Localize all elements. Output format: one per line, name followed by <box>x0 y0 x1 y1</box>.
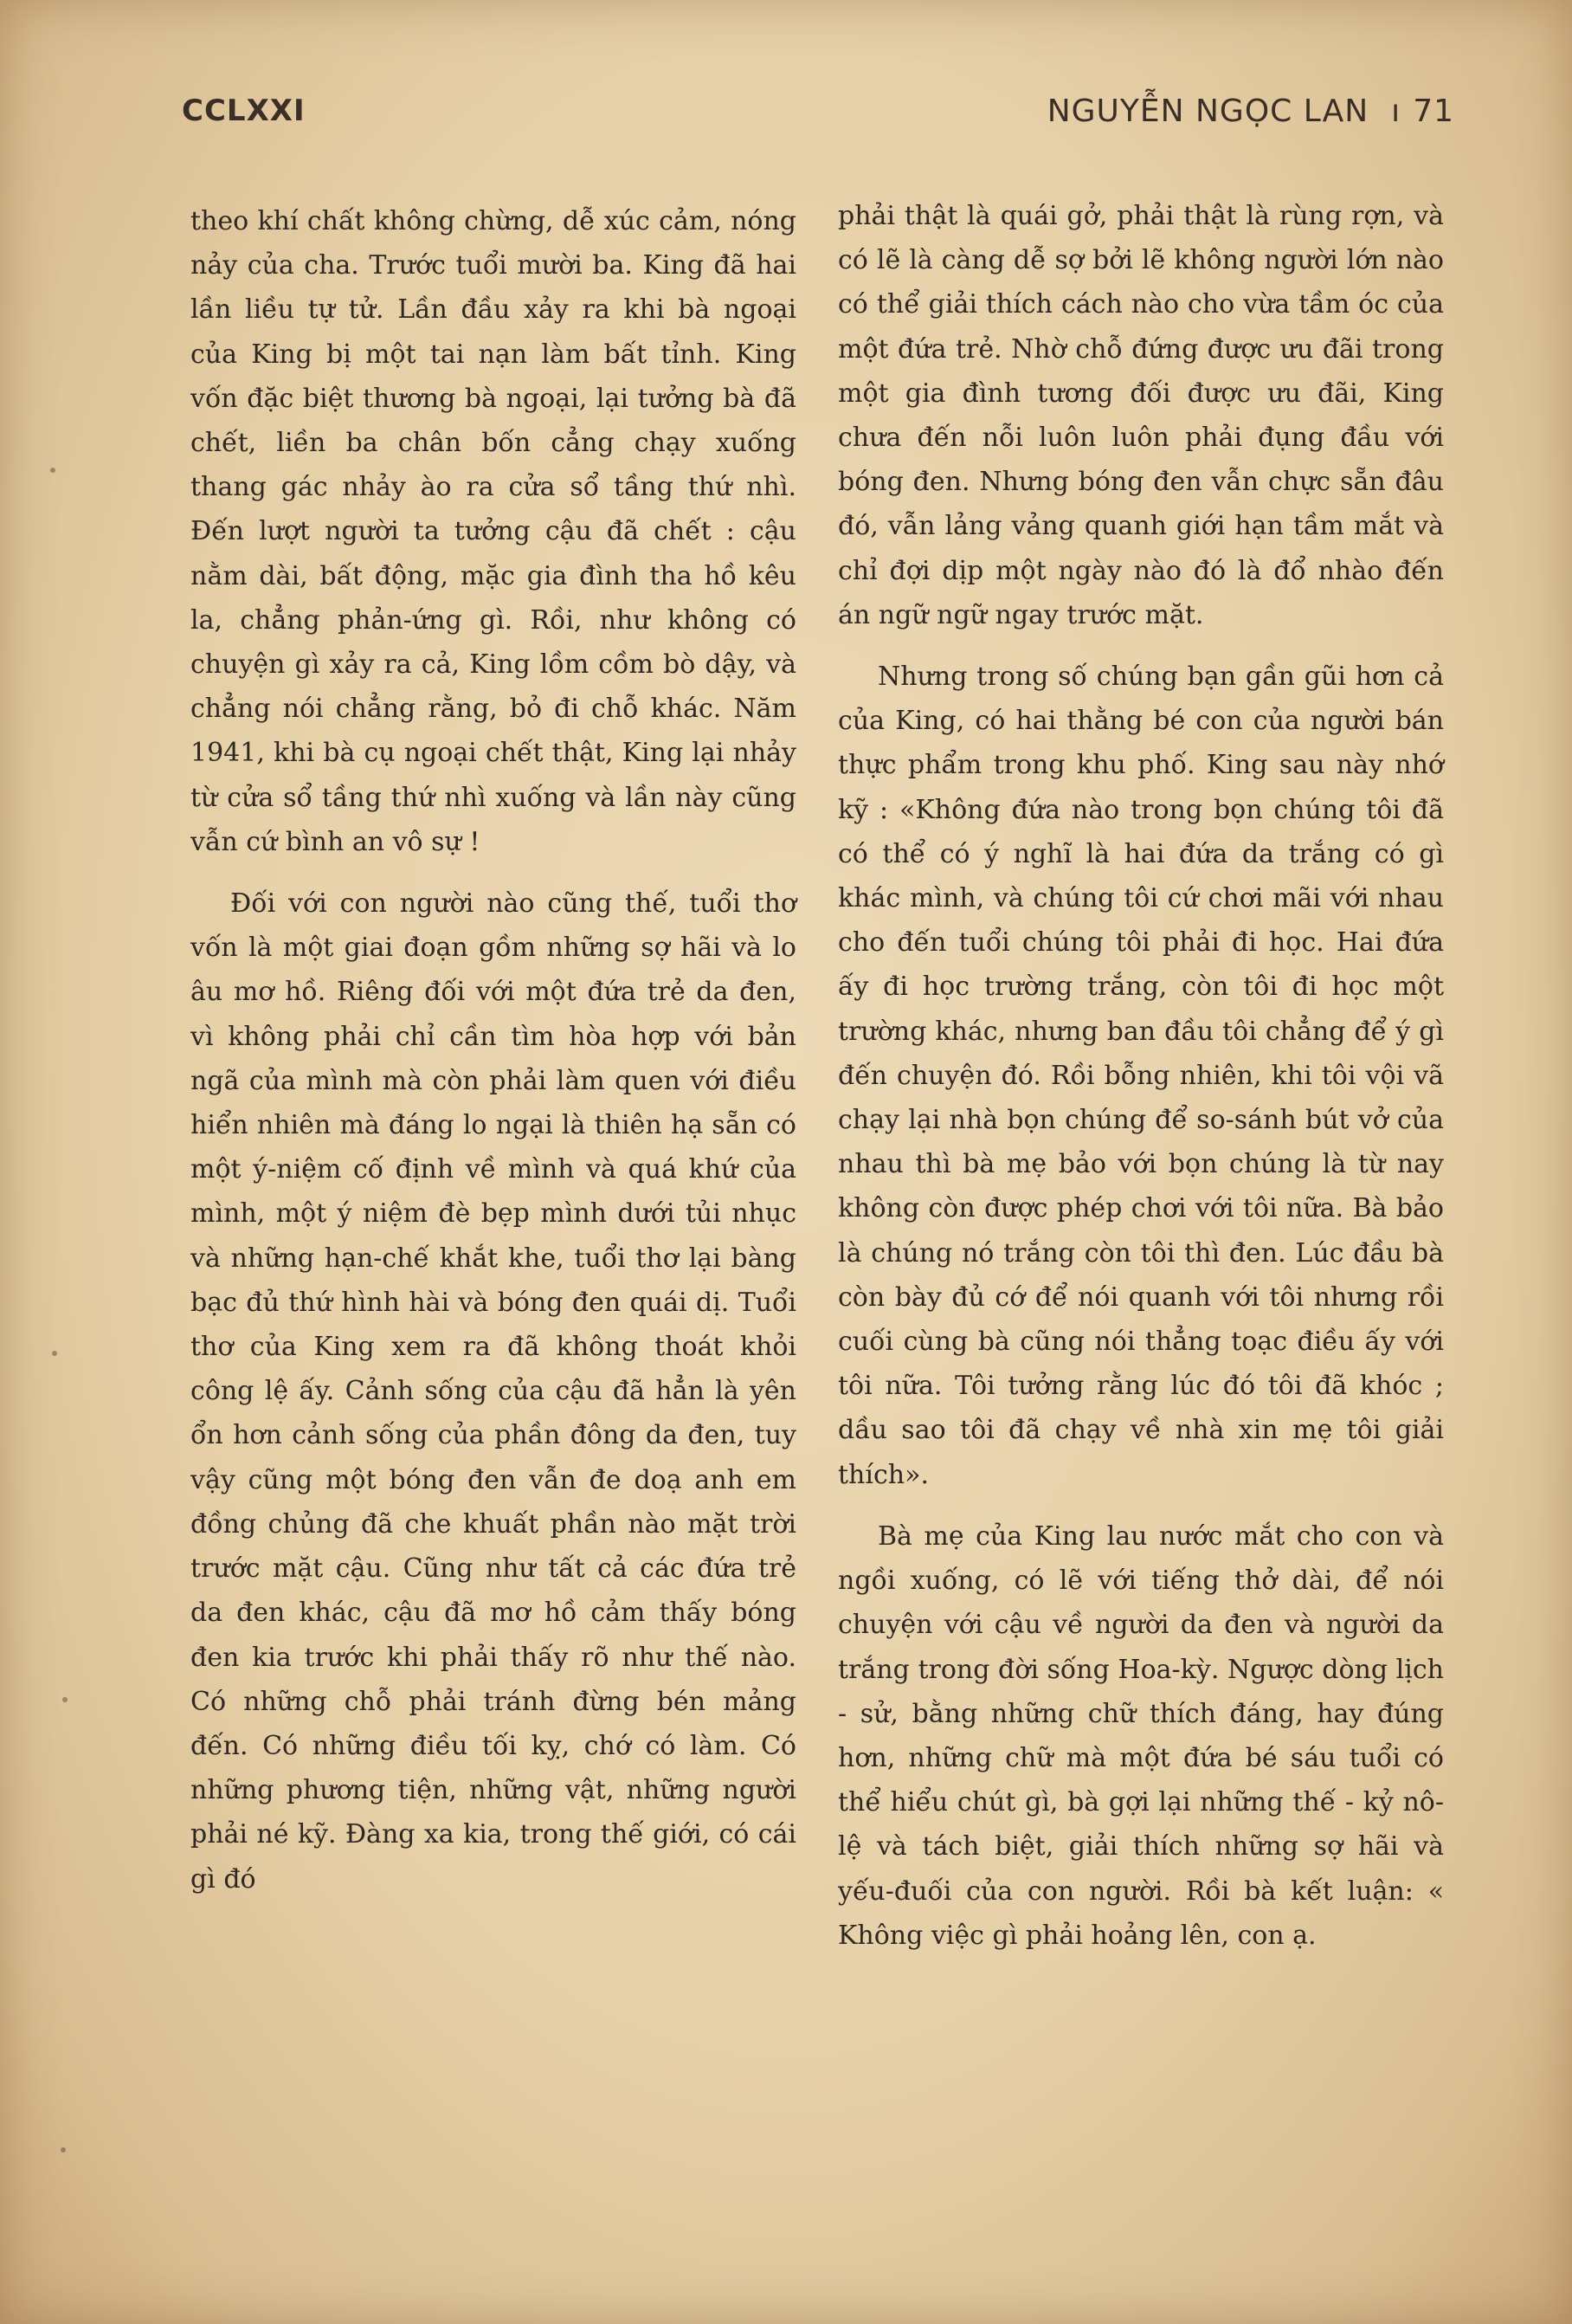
header-separator: ı <box>1391 94 1401 129</box>
paragraph: phải thật là quái gở, phải thật là rùng rợn, và có lẽ là càng dễ sợ bởi lẽ không người lớn nào có thể giải thích cách nào cho vừa tầm óc của một đứa trẻ. Nhờ chỗ đứng được ưu đãi trong một gia đình tương đối được ưu đãi, King chưa đến nỗi luôn luôn phải đụng đầu với bóng đen. Nhưng bóng đen vẫn chực sẵn đâu đó, vẫn lảng vảng quanh giới hạn tầm mắt và chỉ đợi dịp một ngày nào đó là đổ nhào đến án ngữ ngữ ngay trước mặt. <box>838 201 1444 630</box>
left-column <box>190 199 796 1901</box>
page-header <box>182 94 1454 145</box>
paper-speck <box>61 2147 66 2153</box>
paragraph: Bà mẹ của King lau nước mắt cho con và ngồi xuống, có lẽ với tiếng thở dài, để nói chuyện với cậu về người da đen và người da trắng trong đời sống Hoa-kỳ. Ngược dòng lịch - sử, bằng những chữ thích đáng, hay đúng hơn, những chữ mà một đứa bé sáu tuổi có thể hiểu chút gì, bà gợi lại những thế - kỷ nô-lệ và tách biệt, giải thích những sợ hãi và yếu-đuối của con người. Rồi bà kết luận: « Không việc gì phải hoảng lên, con ạ. <box>838 1520 1444 1951</box>
paragraph: Đối với con người nào cũng thế, tuổi thơ vốn là một giai đoạn gồm những sợ hãi và lo âu mơ hồ. Riêng đối với một đứa trẻ da đen, vì không phải chỉ cần tìm hòa hợp với bản ngã của mình mà còn phải làm quen với điều hiển nhiên mà đáng lo ngại là thiên hạ sẵn có một ý-niệm cố định về mình và quá khứ của mình, một ý niệm đè bẹp mình dưới tủi nhục và những hạn-chế khắt khe, tuổi thơ lại bàng bạc đủ thứ hình hài và bóng đen quái dị. Tuổi thơ của King xem ra đã không thoát khỏi công lệ ấy. Cảnh sống của cậu đã hẳn là yên ổn hơn cảnh sống của phần đông da đen, tuy vậy cũng một bóng đen vẫn đe doạ anh em đồng chủng đã che khuất phần nào mặt trời trước mặt cậu. Cũng như tất cả các đứa trẻ da đen khác, cậu đã mơ hồ cảm thấy bóng đen kia trước khi phải thấy rõ như thế nào. Có những chỗ phải tránh đừng bén mảng đến. Có những điều tối kỵ, chớ có làm. Có những phương tiện, những vật, những người phải né kỹ. Đàng xa kia, trong thế giới, có cái gì đó <box>190 888 796 1895</box>
paragraph: Nhưng trong số chúng bạn gần gũi hơn cả của King, có hai thằng bé con của người bán thực phẩm trong khu phố. King sau này nhớ kỹ : «Không đứa nào trong bọn chúng tôi đã có thể có ý nghĩ là hai đứa da trắng có gì khác mình, và chúng tôi cứ chơi mãi với nhau cho đến tuổi chúng tôi phải đi học. Hai đứa ấy đi học trường trắng, còn tôi đi học một trường khác, nhưng ban đầu tôi chẳng để ý gì đến chuyện đó. Rồi bỗng nhiên, khi tôi vội vã chạy lại nhà bọn chúng để so-sánh bút vở của nhau thì bà mẹ bảo với bọn chúng là từ nay không còn được phép chơi với tôi nữa. Bà bảo là chúng nó trắng còn tôi thì đen. Lúc đầu bà còn bày đủ cớ để nói quanh với tôi nhưng rồi cuối cùng bà cũng nói thẳng toạc điều ấy với tôi nữa. Tôi tưởng rằng lúc đó tôi đã khóc ; dầu sao tôi đã chạy về nhà xin mẹ tôi giải thích». <box>838 662 1444 1490</box>
author-name: NGUYỄN NGỌC LAN <box>1047 94 1369 129</box>
paper-speck <box>50 468 55 473</box>
paper-speck <box>52 1351 57 1356</box>
paper-speck <box>62 1697 68 1702</box>
chapter-folio: CCLXXI <box>182 94 306 128</box>
page-number: 71 <box>1413 94 1454 129</box>
paragraph: theo khí chất không chừng, dễ xúc cảm, nóng nảy của cha. Trước tuổi mười ba. King đã hai lần liều tự tử. Lần đầu xảy ra khi bà ngoại của King bị một tai nạn làm bất tỉnh. King vốn đặc biệt thương bà ngoại, lại tưởng bà đã chết, liền ba chân bốn cẳng chạy xuống thang gác nhảy ào ra cửa sổ tầng thứ nhì. Đến lượt người ta tưởng cậu đã chết : cậu nằm dài, bất động, mặc gia đình tha hồ kêu la, chẳng phản-ứng gì. Rồi, như không có chuyện gì xảy ra cả, King lồm cồm bò dậy, và chẳng nói chẳng rằng, bỏ đi chỗ khác. Năm 1941, khi bà cụ ngoại chết thật, King lại nhảy từ cửa sổ tầng thứ nhì xuống và lần này cũng vẫn cứ bình an vô sự ! <box>190 206 796 857</box>
running-head <box>1047 94 1454 129</box>
right-column <box>838 194 1444 1958</box>
